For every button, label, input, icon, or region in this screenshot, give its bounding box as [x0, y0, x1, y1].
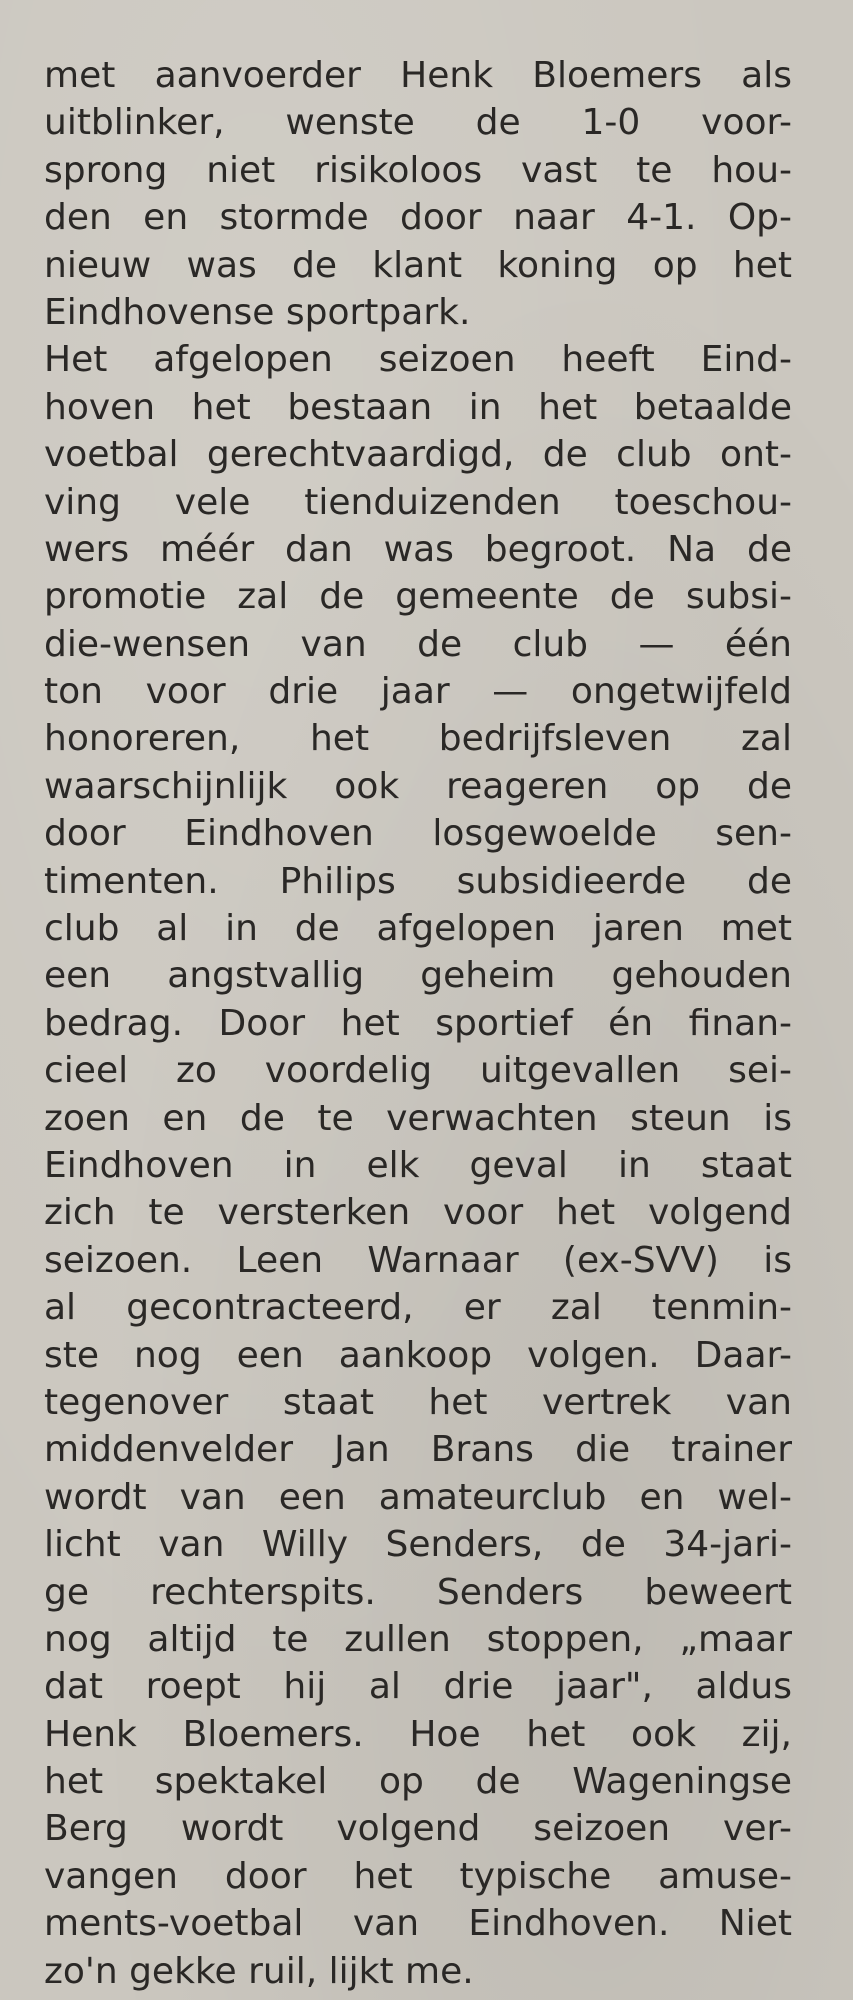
text-line: ste nog een aankoop volgen. Daar- — [44, 1334, 792, 1376]
text-line: dat roept hij al drie jaar", aldus — [44, 1666, 792, 1708]
text-line: ving vele tienduizenden toeschou- — [44, 481, 792, 523]
text-line: met aanvoerder Henk Bloemers als — [44, 55, 792, 96]
text-line: cieel zo voordelig uitgevallen sei- — [44, 1050, 792, 1092]
text-line: het spektakel op de Wageningse — [44, 1761, 792, 1803]
text-line: bedrag. Door het sportief én finan- — [44, 1002, 792, 1044]
text-line: licht van Willy Senders, de 34-jari- — [44, 1524, 792, 1566]
paragraph-2 — [44, 336, 792, 1995]
text-line: den en stormde door naar 4-1. Op- — [44, 197, 792, 239]
text-line: nog altijd te zullen stoppen, „maar — [44, 1618, 792, 1660]
text-line: zoen en de te verwachten steun is — [44, 1097, 792, 1139]
text-line: waarschijnlijk ook reageren op de — [44, 765, 792, 807]
text-line: een angstvallig geheim gehouden — [44, 955, 792, 997]
text-line: hoven het bestaan in het betaalde — [44, 386, 792, 428]
text-line: voetbal gerechtvaardigd, de club ont- — [44, 434, 792, 476]
text-line: ge rechterspits. Senders beweert — [44, 1571, 792, 1613]
text-line: ton voor drie jaar — ongetwijfeld — [44, 671, 792, 713]
text-line: zich te versterken voor het volgend — [44, 1192, 792, 1234]
paragraph-1 — [44, 52, 792, 336]
text-line: Henk Bloemers. Hoe het ook zij, — [44, 1713, 792, 1755]
text-line: die-wensen van de club — één — [44, 623, 792, 665]
text-line: middenvelder Jan Brans die trainer — [44, 1429, 792, 1471]
text-line: honoreren, het bedrijfsleven zal — [44, 718, 792, 760]
text-line: club al in de afgelopen jaren met — [44, 908, 792, 950]
text-line: door Eindhoven losgewoelde sen- — [44, 813, 792, 855]
text-line: seizoen. Leen Warnaar (ex-SVV) is — [44, 1239, 792, 1281]
text-line: promotie zal de gemeente de subsi- — [44, 576, 792, 618]
text-line: timenten. Philips subsidieerde de — [44, 860, 792, 902]
text-line: nieuw was de klant koning op het — [44, 244, 792, 286]
text-line: ments-voetbal van Eindhoven. Niet — [44, 1903, 792, 1945]
text-line: wers méér dan was begroot. Na de — [44, 528, 792, 570]
text-line: Eindhoven in elk geval in staat — [44, 1144, 792, 1186]
text-line: Het afgelopen seizoen heeft Eind- — [44, 339, 792, 381]
text-line: al gecontracteerd, er zal tenmin- — [44, 1287, 792, 1329]
text-line: wordt van een amateurclub en wel- — [44, 1476, 792, 1518]
text-line: tegenover staat het vertrek van — [44, 1381, 792, 1423]
text-line: Berg wordt volgend seizoen ver- — [44, 1808, 792, 1850]
text-line: vangen door het typische amuse- — [44, 1855, 792, 1897]
text-line: uitblinker, wenste de 1-0 voor- — [44, 102, 792, 144]
text-line: Eindhovense sportpark. — [44, 291, 471, 333]
article-column — [44, 52, 792, 1995]
text-line: zo'n gekke ruil, lijkt me. — [44, 1950, 474, 1992]
text-line: sprong niet risikoloos vast te hou- — [44, 149, 792, 191]
